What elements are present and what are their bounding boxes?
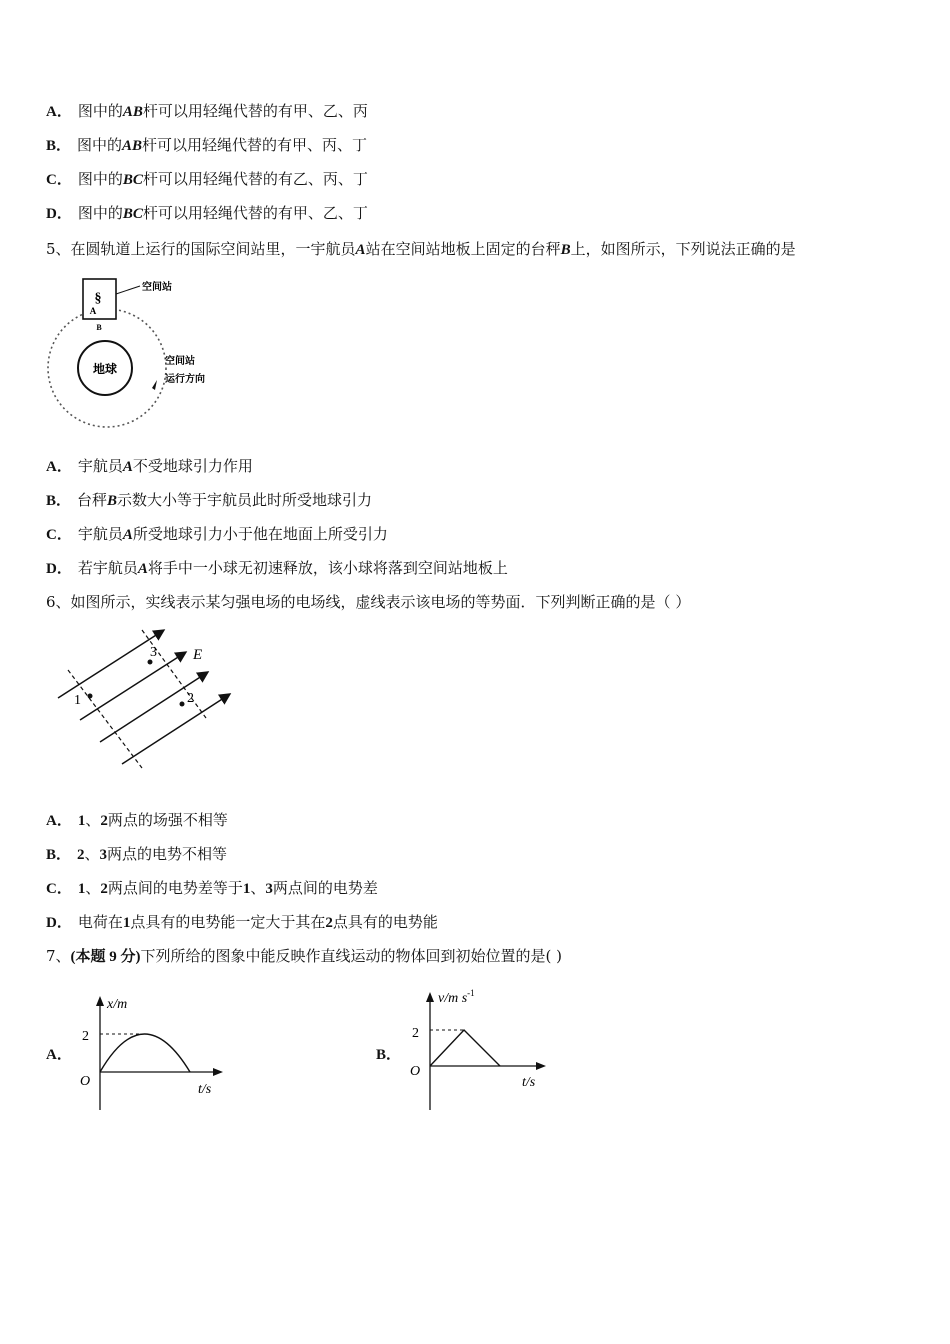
q5-option-a: A． 宇航员A不受地球引力作用: [46, 457, 253, 475]
point-3-label: 3: [150, 645, 157, 660]
electric-field-figure: [50, 622, 250, 772]
position-curve: [100, 1034, 190, 1072]
q7a-xlabel: t/s: [198, 1082, 212, 1097]
field-label: E: [193, 647, 203, 663]
direction-arrow-icon: [152, 380, 157, 390]
q5-option-b: B． 台秤B示数大小等于宇航员此时所受地球引力: [46, 491, 373, 509]
q4-option-b: B． 图中的AB杆可以用轻绳代替的有甲、丙、丁: [46, 136, 368, 154]
q7b-ylabel: v/m $s^{-1}$: [438, 988, 475, 1006]
point-2-label: 2: [187, 691, 194, 706]
velocity-line: [430, 1030, 500, 1066]
direction-label-2: 运行方向: [165, 374, 205, 385]
q7-option-a-label: A．: [46, 1047, 72, 1063]
q6-stem: 6、如图所示，实线表示某匀强电场的电场线，虚线表示该电场的等势面．下列判断正确的是（ ）: [46, 593, 691, 611]
point-2-dot: [180, 702, 185, 707]
direction-label-1: 空间站: [165, 356, 195, 367]
q7-option-b-label: B．: [376, 1047, 402, 1063]
q7-graph-a: [70, 990, 230, 1115]
point-1-label: 1: [74, 693, 81, 708]
point-1-dot: [88, 694, 93, 699]
q7b-ytick: 2: [412, 1026, 419, 1041]
q5-option-d: D． 若宇航员A将手中一小球无初速释放，该小球将落到空间站地板上: [46, 559, 508, 577]
q7b-xlabel: t/s: [522, 1075, 536, 1090]
station-label: 空间站: [142, 282, 172, 293]
q6-option-c: C． 1、2两点间的电势差等于1、3两点间的电势差: [46, 879, 378, 897]
point-3-dot: [148, 660, 153, 665]
q5-option-c: C． 宇航员A所受地球引力小于他在地面上所受引力: [46, 525, 388, 543]
q7-graph-b: [400, 984, 560, 1114]
q6-option-a: A． 1、2两点的场强不相等: [46, 811, 228, 829]
q7a-ylabel: x/m: [107, 997, 128, 1012]
field-line: [100, 672, 208, 742]
q7-stem: 7、(本题 9 分)下列所给的图象中能反映作直线运动的物体回到初始位置的是( ): [46, 947, 563, 965]
q7b-origin: O: [410, 1064, 421, 1079]
q4-option-d: D． 图中的BC杆可以用轻绳代替的有甲、乙、丁: [46, 204, 368, 222]
astronaut-label: A: [89, 306, 97, 316]
q4-option-c: C． 图中的BC杆可以用轻绳代替的有乙、丙、丁: [46, 170, 368, 188]
field-line: [58, 630, 164, 698]
q5-stem: 5、在圆轨道上运行的国际空间站里，一宇航员A站在空间站地板上固定的台秤B上，如图所示，下列说法正确的是: [46, 240, 796, 258]
scale-label: B: [96, 323, 102, 332]
q6-option-d: D． 电荷在1点具有的电势能一定大于其在2点具有的电势能: [46, 913, 438, 931]
q7a-ytick: 2: [82, 1029, 89, 1044]
field-line: [122, 694, 230, 764]
astronaut-figure: §: [94, 291, 102, 306]
q7a-origin: O: [80, 1074, 91, 1089]
q4-option-a: A． 图中的AB杆可以用轻绳代替的有甲、乙、丙: [46, 102, 368, 120]
earth-label: 地球: [92, 362, 118, 376]
field-line: [80, 652, 186, 720]
space-station-figure: [40, 270, 240, 435]
q6-option-b: B． 2、3两点的电势不相等: [46, 845, 228, 863]
